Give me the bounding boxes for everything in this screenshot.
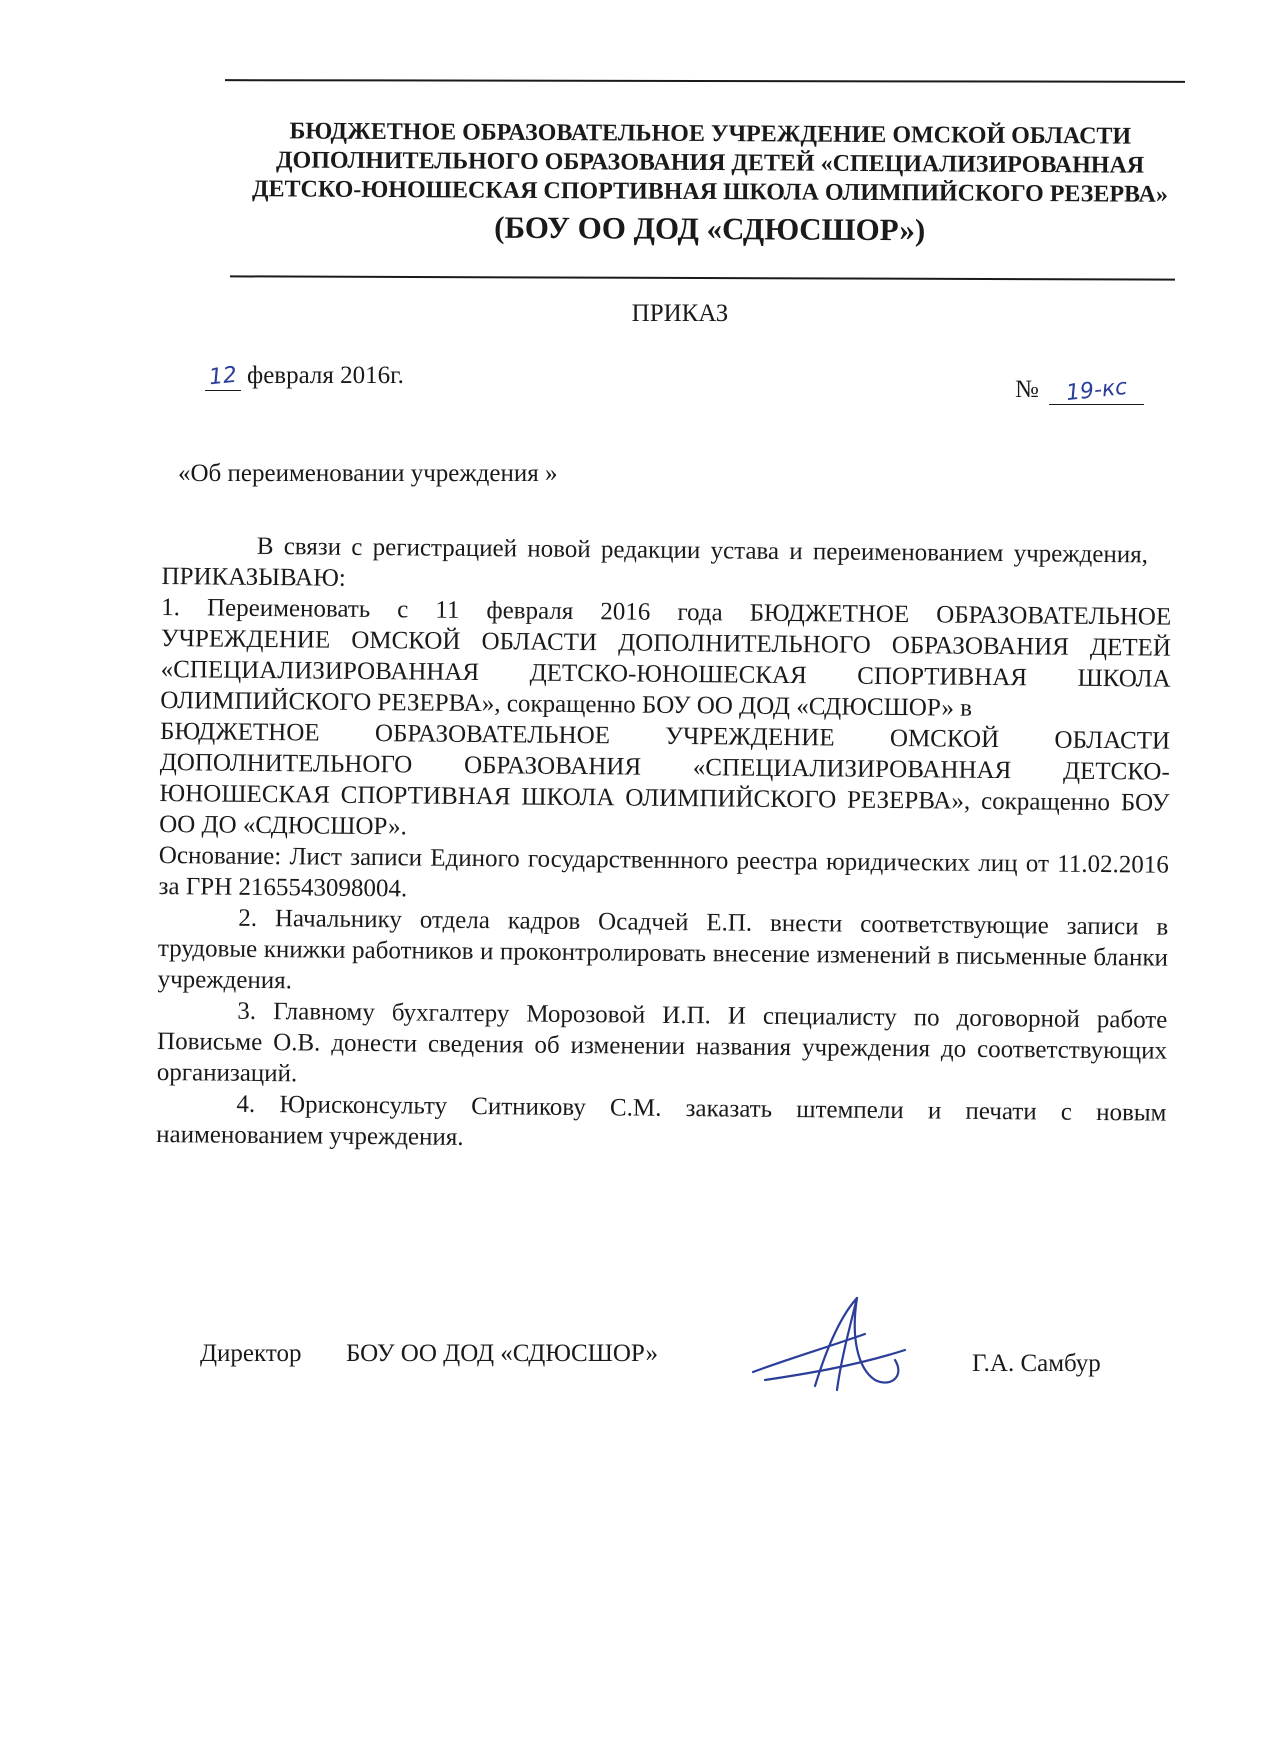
number-handwritten: 19-кс [1064,374,1129,407]
order-verb: ПРИКАЗЫВАЮ: [161,562,346,592]
item-1: 1. Переименовать с 11 февраля 2016 года БЮДЖЕТНОЕ ОБРАЗОВАТЕЛЬНОЕ УЧРЕЖДЕНИЕ ОМСКОЙ ОБЛАСТИ ДОПОЛНИТЕЛЬНОГО ОБРАЗОВАНИЯ ДЕТЕЙ «СПЕЦИАЛИЗИРОВАННАЯ ДЕТСКО-ЮНОШЕСКАЯ СПОРТИВНАЯ ШКОЛА ОЛИМПИЙСКОГО РЕЗЕРВА», сокращенно БОУ ОО ДОД «СДЮСШОР» в [160,593,1172,722]
header-abbreviation: (БОУ ОО ДОД «СДЮСШОР») [494,209,926,248]
document-title: ПРИКАЗ [631,300,729,327]
intro-paragraph: В связи с регистрацией новой редакции устава и переименованием учреждения, [256,532,1149,569]
header-line-3: ДЕТСКО-ЮНОШЕСКАЯ СПОРТИВНАЯ ШКОЛА ОЛИМПИЙСКОГО РЕЗЕРВА» [251,176,1168,208]
handwritten-signature [745,1290,925,1400]
item-4: 4. Юрисконсульту Ситникову С.М. заказать штемпели и печати с новым наименованием учреждения. [156,1090,1167,1151]
header-line-1: БЮДЖЕТНОЕ ОБРАЗОВАТЕЛЬНОЕ УЧРЕЖДЕНИЕ ОМСКОЙ ОБЛАСТИ [289,118,1132,150]
item-1-new-name: БЮДЖЕТНОЕ ОБРАЗОВАТЕЛЬНОЕ УЧРЕЖДЕНИЕ ОМСКОЙ ОБЛАСТИ ДОПОЛНИТЕЛЬНОГО ОБРАЗОВАНИЯ «СПЕЦИАЛИЗИРОВАННАЯ ДЕТСКО-ЮНОШЕСКАЯ СПОРТИВНАЯ ШКОЛА ОЛИМПИЙСКОГО РЕЗЕРВА», сокращенно БОУ ОО ДО «СДЮСШОР». [159,717,1171,841]
signatory-name: Г.А. Самбур [972,1350,1101,1377]
number-field [1049,376,1144,405]
order-date [205,362,404,391]
signatory-organization: БОУ ОО ДОД «СДЮСШОР» [346,1340,658,1367]
basis-paragraph: Основание: Лист записи Единого государственнного реестра юридических лиц от 11.02.2016 за ГРН 2165543098004. [158,841,1169,903]
order-number [1015,376,1144,405]
header-top-rule [225,79,1185,83]
institution-header [230,117,1191,252]
item-2: 2. Начальнику отдела кадров Осадчей Е.П. внести соответствующие записи в трудовые книжки работников и проконтролировать внесение изменений в письменные бланки учреждения. [157,904,1169,995]
header-bottom-rule [230,275,1175,280]
signatory-title: Директор [200,1340,302,1367]
item-3: 3. Главному бухгалтеру Морозовой И.П. И специалисту по договорной работе Повисьме О.В. донести сведения об изменении названия учреждения до соответствующих организаций. [156,997,1168,1088]
number-sign: № [1015,376,1039,403]
order-subject: «Об переименовании учреждения » [178,460,558,487]
date-day-handwritten: 12 [207,362,239,391]
date-month-year: февраля 2016г. [247,362,404,389]
header-line-2: ДОПОЛНИТЕЛЬНОГО ОБРАЗОВАНИЯ ДЕТЕЙ «СПЕЦИАЛИЗИРОВАННАЯ [275,147,1145,179]
date-day-field [205,362,241,391]
order-body [156,530,1172,1160]
